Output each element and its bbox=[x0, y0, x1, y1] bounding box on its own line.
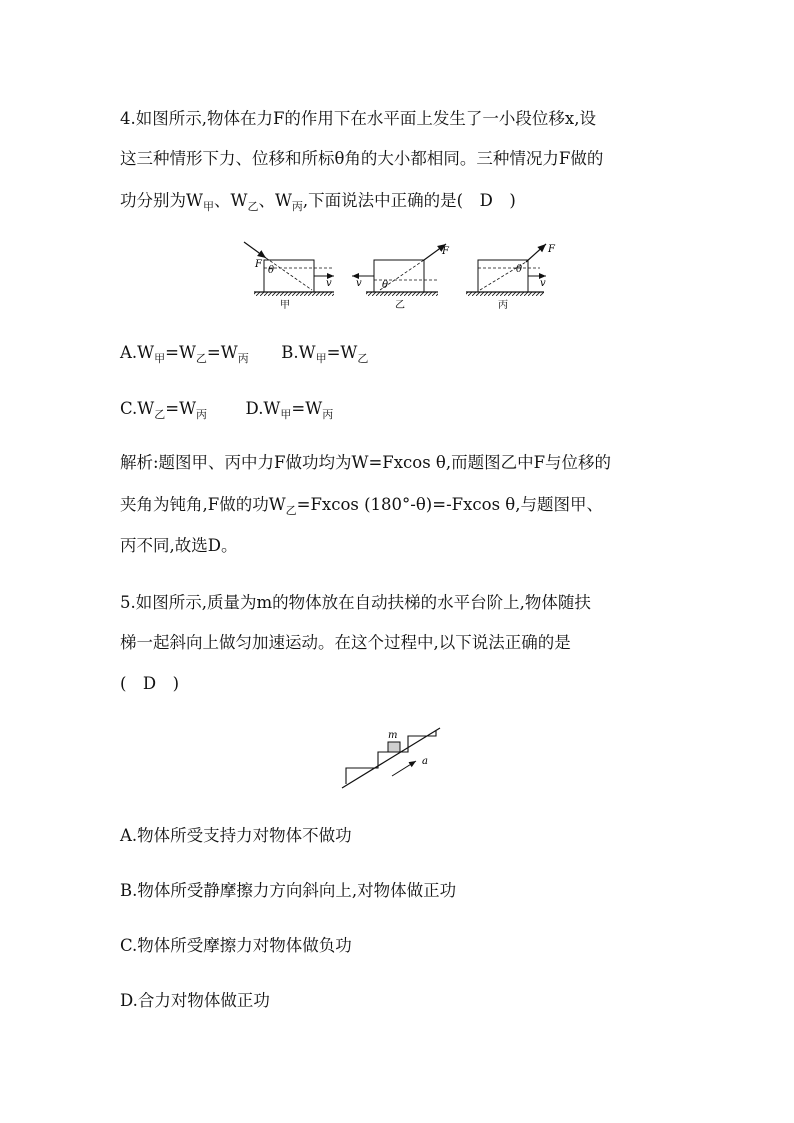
label-v-yi: v bbox=[356, 278, 362, 289]
caption-bing: 丙 bbox=[498, 300, 508, 311]
figure-yi bbox=[352, 244, 450, 311]
q5-option-c: C.物体所受摩擦力对物体做负功 bbox=[120, 936, 352, 955]
label-m: m bbox=[388, 730, 398, 741]
label-theta-bing: θ bbox=[516, 264, 523, 275]
q5-stem-line-1: 5.如图所示,质量为m的物体放在自动扶梯的水平台阶上,物体随扶 bbox=[120, 593, 591, 612]
label-F-bing: F bbox=[548, 244, 555, 255]
q5-option-a: A.物体所受支持力对物体不做功 bbox=[120, 826, 352, 845]
label-theta-yi: θ bbox=[382, 280, 389, 291]
caption-jia: 甲 bbox=[280, 300, 290, 311]
label-v-jia: v bbox=[326, 278, 332, 289]
q4-analysis-line-2: 夹角为钝角,F做的功$W_乙=Fxcos$ (180°-θ)=-Fxcos θ,与题图甲、 bbox=[120, 495, 603, 517]
q4-option-c: $C.W_乙=W_丙$ bbox=[120, 399, 208, 421]
label-F-jia: F bbox=[255, 259, 262, 270]
q4-options-cd bbox=[120, 398, 333, 420]
q5-stem-line-3: ( D ) bbox=[120, 674, 180, 693]
q4-stem-line-1: 4.如图所示,物体在力F的作用下在水平面上发生了一小段位移x,设 bbox=[120, 109, 596, 128]
q4-analysis-line-1: 解析:题图甲、丙中力F做功均为W=Fxcos θ,而题图乙中F与位移的 bbox=[120, 453, 612, 472]
q4-analysis-line-3: 丙不同,故选D。 bbox=[120, 536, 238, 555]
q4-option-b: $B.W_甲=W_乙$ bbox=[281, 343, 369, 365]
label-a: a bbox=[422, 756, 428, 767]
q5-escalator-figure bbox=[336, 722, 446, 794]
caption-yi: 乙 bbox=[395, 300, 405, 311]
q4-options-ab bbox=[120, 342, 368, 364]
label-v-bing: v bbox=[540, 278, 546, 289]
block-m bbox=[388, 742, 400, 752]
q5-stem-line-2: 梯一起斜向上做匀加速运动。在这个过程中,以下说法正确的是 bbox=[120, 633, 571, 652]
q5-option-b: B.物体所受静摩擦力方向斜向上,对物体做正功 bbox=[120, 881, 457, 900]
q4-option-d: $D.W_甲=W_丙$ bbox=[245, 399, 334, 421]
q4-figure bbox=[240, 236, 570, 316]
q4-option-a: $A.W_甲=W_乙=W_丙$ bbox=[120, 343, 249, 365]
figure-jia bbox=[244, 242, 334, 311]
label-theta-jia: θ bbox=[268, 265, 275, 276]
label-F-yi: F bbox=[442, 246, 449, 257]
q4-stem-line-3: 功分别为$W_甲$、$W_乙$、$W_丙$,下面说法中正确的是( D ) bbox=[120, 191, 516, 213]
q5-option-d: D.合力对物体做正功 bbox=[120, 991, 270, 1010]
figure-bing bbox=[466, 244, 556, 311]
q4-stem-line-2: 这三种情形下力、位移和所标θ角的大小都相同。三种情况力F做的 bbox=[120, 149, 604, 168]
